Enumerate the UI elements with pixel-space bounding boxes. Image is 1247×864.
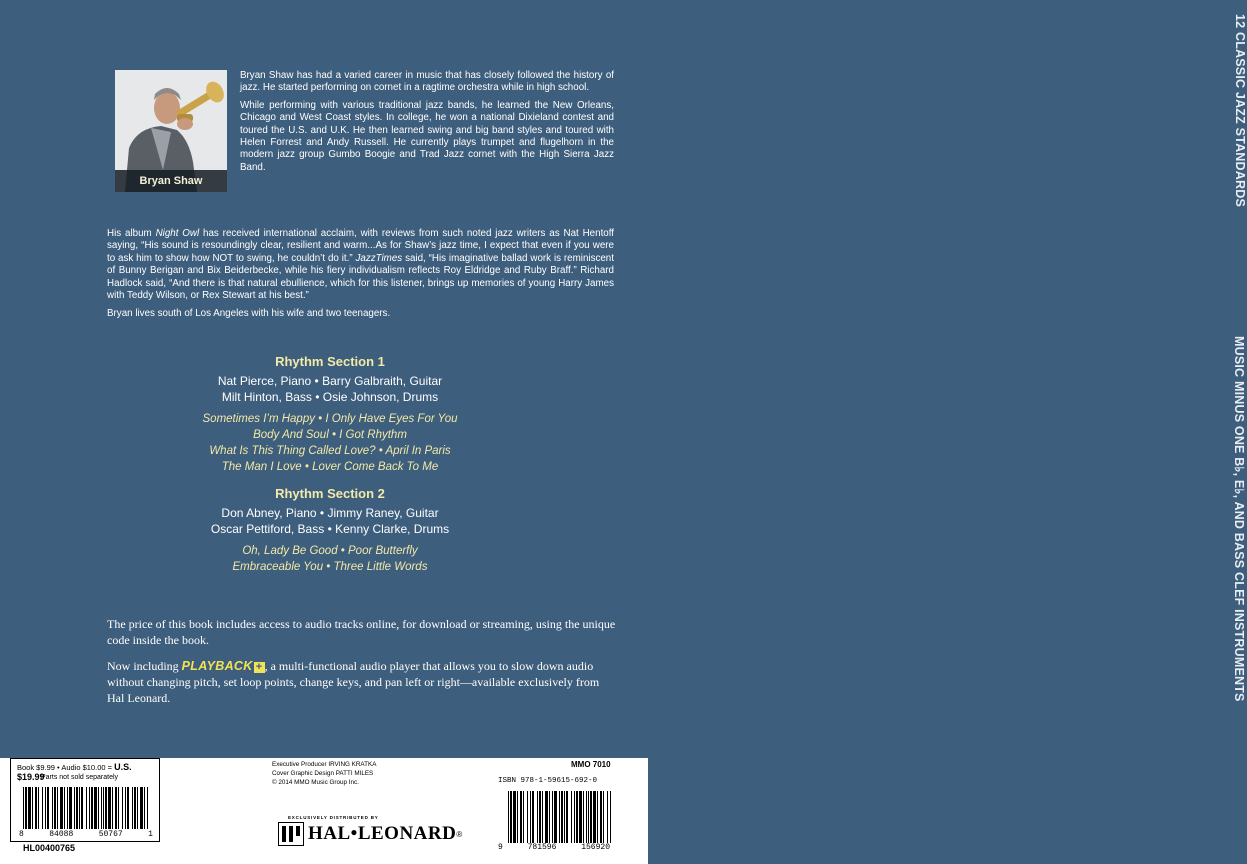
text-run: , a multi-functional audio player that allows you to slow down audio without changing pitch, set loop points, change keys, and pan left or right—available exclusively from Hal Leonard.	[107, 659, 600, 705]
musician-list	[120, 373, 540, 405]
spine-subtitle: MUSIC MINUS ONE B♭, E♭, AND BASS CLEF INSTRUMENTS	[1232, 336, 1246, 702]
hal-leonard-logo	[278, 822, 462, 846]
musician-line: Don Abney, Piano • Jimmy Raney, Guitar	[221, 506, 439, 520]
digit-group: 8	[19, 830, 24, 839]
text-run: Now including	[107, 659, 182, 673]
text-run: has received international acclaim, with reviews from such noted jazz writers as Nat Hentoff saying, “His sound is resoundingly clear, resilient and warm...As for Shaw’s jazz time, I expect that even if you were to ask him to show how NOT to swing, he couldn’t do it.”	[107, 228, 615, 264]
design-credit: Cover Graphic Design PATTI MILES	[272, 770, 374, 777]
magazine-title: JazzTimes	[355, 252, 403, 264]
hal-leonard-mark-icon	[278, 822, 304, 846]
catalog-number: MMO 7010	[571, 760, 611, 769]
credits	[272, 760, 376, 787]
digit-group: 781596	[527, 843, 557, 852]
plus-icon: +	[254, 662, 265, 673]
rhythm-section-1	[120, 354, 540, 475]
text-run: His album	[107, 228, 156, 239]
upc-digits	[19, 830, 153, 839]
section-title: Rhythm Section 1	[275, 354, 385, 369]
bio-paragraph: Bryan Shaw has had a varied career in music that has closely followed the history of jazz. He started performing on cornet in a ragtime orchestra while in high school.	[240, 70, 614, 94]
digit-group: 156920	[581, 843, 610, 852]
bio-paragraph	[107, 228, 614, 302]
musician-line: Nat Pierce, Piano • Barry Galbraith, Guitar	[217, 374, 443, 388]
song-list	[120, 411, 540, 475]
digit-group: 9	[498, 843, 503, 852]
playback-paragraph	[107, 658, 617, 706]
copyright: © 2014 MMO Music Group Inc.	[272, 779, 359, 786]
upc-barcode	[23, 787, 149, 829]
distributor-label: EXCLUSIVELY DISTRIBUTED BY	[288, 815, 379, 820]
isbn-digits	[498, 843, 610, 852]
song-line: Oh, Lady Be Good • Poor Butterfly	[242, 545, 418, 557]
price-note: Parts not sold separately	[41, 774, 119, 781]
logo-word: PLAYBACK	[181, 659, 253, 673]
bio-paragraph: Bryan lives south of Los Angeles with his wife and two teenagers.	[107, 308, 391, 320]
spine	[612, 0, 1247, 760]
song-line: What Is This Thing Called Love? • April In Paris	[209, 445, 451, 457]
price-box	[10, 758, 160, 853]
song-line: Embraceable You • Three Little Words	[232, 561, 428, 573]
song-line: Sometimes I’m Happy • I Only Have Eyes For You	[202, 413, 458, 425]
rhythm-section-2	[120, 486, 540, 575]
registered-mark: ®	[456, 829, 463, 839]
item-number: HL00400765	[23, 843, 76, 853]
audio-access-info	[107, 616, 617, 716]
producer-credit: Executive Producer IRVING KRATKA	[272, 761, 377, 768]
musician-list	[120, 505, 540, 537]
bio-continued	[107, 228, 614, 327]
isbn-barcode	[508, 791, 612, 843]
digit-group: 1	[148, 830, 153, 839]
isbn-text: ISBN 978-1-59615-692-0	[498, 777, 598, 785]
artist-photo	[115, 70, 227, 192]
spine-title: 12 CLASSIC JAZZ STANDARDS	[1233, 14, 1247, 207]
publisher-name: HAL•LEONARD	[308, 823, 457, 844]
musician-line: Milt Hinton, Bass • Osie Johnson, Drums	[221, 390, 439, 404]
digit-group: 50767	[98, 830, 123, 839]
song-line: The Man I Love • Lover Come Back To Me	[221, 461, 439, 473]
musician-line: Oscar Pettiford, Bass • Kenny Clarke, Drums	[210, 522, 450, 536]
bio-paragraph: While performing with various traditional jazz bands, he learned the New Orleans, Chicago and West Coast styles. In college, he won a national Dixieland contest and toured the U.S. and U.K. He then learned swing and big band styles and toured with Helen Forrest and Andy Russell. He currently plays trumpet and flugelhorn in the modern jazz group Gumbo Boogie and Trad Jazz cornet with the High Sierra Jazz Band.	[240, 99, 614, 173]
price-breakdown: Book $9.99 • Audio $10.00 =	[17, 763, 115, 772]
song-line: Body And Soul • I Got Rhythm	[253, 429, 407, 441]
price-total: U.S. $19.99	[17, 762, 132, 782]
text-run: said, “His imaginative ballad work is reminiscent of Bunny Berigan and Bix Beiderbecke, while his fiery individualism reflects Roy Eldridge and Ruby Braff.” Richard Hadlock said, “And there is that natural ebullience, which for this listener, brings up memories of young Harry James with Teddy Wilson, or Rex Stewart at his best.”	[107, 252, 614, 302]
playback-plus-logo	[182, 658, 265, 674]
photo-caption: Bryan Shaw	[115, 170, 227, 192]
album-title: Night Owl	[155, 228, 200, 239]
back-cover-strip	[0, 758, 648, 864]
song-list	[120, 543, 540, 575]
section-title: Rhythm Section 2	[275, 486, 385, 501]
bio-intro	[240, 70, 614, 179]
digit-group: 84088	[49, 830, 74, 839]
access-paragraph: The price of this book includes access to audio tracks online, for download or streaming, using the unique code inside the book.	[107, 617, 616, 647]
